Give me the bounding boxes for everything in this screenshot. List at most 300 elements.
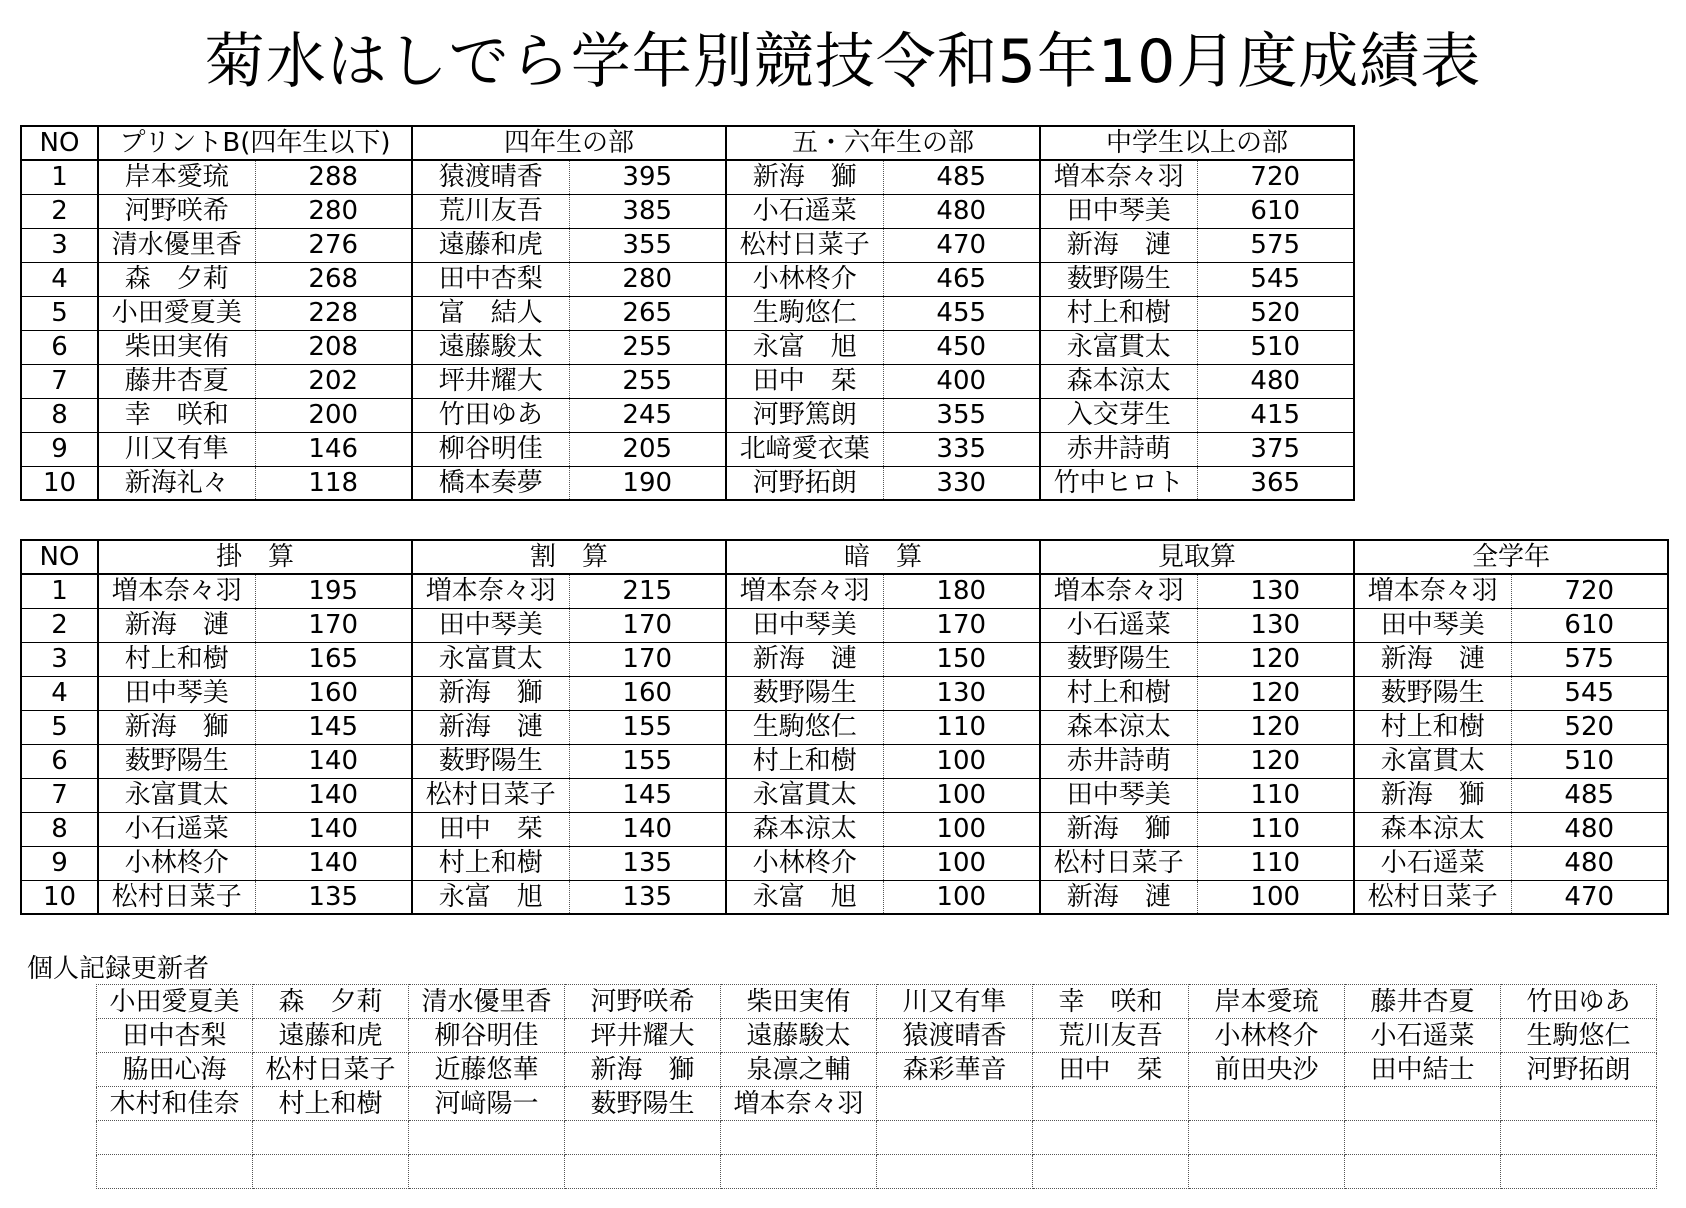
student-name: 柳谷明佳 <box>412 432 569 466</box>
score: 135 <box>255 880 412 914</box>
student-name: 新海 獅 <box>98 710 255 744</box>
score: 140 <box>255 812 412 846</box>
student-name: 田中琴美 <box>1040 194 1197 228</box>
student-name: 小石遥菜 <box>726 194 883 228</box>
student-name: 森本涼太 <box>1040 710 1197 744</box>
student-name: 増本奈々羽 <box>726 574 883 608</box>
score: 480 <box>1197 364 1354 398</box>
score: 195 <box>255 574 412 608</box>
student-name: 新海 獅 <box>1040 812 1197 846</box>
score: 610 <box>1197 194 1354 228</box>
header-row <box>21 540 1668 574</box>
record-name <box>1033 1121 1189 1155</box>
record-name: 岸本愛琉 <box>1189 985 1345 1019</box>
record-name <box>1189 1087 1345 1121</box>
record-name <box>877 1155 1033 1189</box>
rank-number: 10 <box>21 880 98 914</box>
score: 485 <box>883 160 1040 194</box>
score: 470 <box>1511 880 1668 914</box>
record-name: 脇田心海 <box>97 1053 253 1087</box>
score: 130 <box>1197 574 1354 608</box>
score: 545 <box>1511 676 1668 710</box>
student-name: 森本涼太 <box>1354 812 1511 846</box>
record-name: 増本奈々羽 <box>721 1087 877 1121</box>
student-name: 増本奈々羽 <box>1354 574 1511 608</box>
record-name <box>253 1155 409 1189</box>
record-name: 河﨑陽一 <box>409 1087 565 1121</box>
student-name: 薮野陽生 <box>726 676 883 710</box>
header-row <box>21 126 1354 160</box>
score: 485 <box>1511 778 1668 812</box>
student-name: 永富貫太 <box>1354 744 1511 778</box>
records-row <box>97 1053 1657 1087</box>
score: 465 <box>883 262 1040 296</box>
student-name: 薮野陽生 <box>1040 642 1197 676</box>
table-row <box>21 228 1354 262</box>
student-name: 竹田ゆあ <box>412 398 569 432</box>
record-name: 河野咲希 <box>565 985 721 1019</box>
score: 100 <box>883 812 1040 846</box>
student-name: 新海 漣 <box>1354 642 1511 676</box>
student-name: 小石遥菜 <box>1354 846 1511 880</box>
student-name: 村上和樹 <box>412 846 569 880</box>
student-name: 増本奈々羽 <box>1040 574 1197 608</box>
record-name <box>721 1121 877 1155</box>
record-name: 田中杏梨 <box>97 1019 253 1053</box>
score: 520 <box>1511 710 1668 744</box>
table-row <box>21 846 1668 880</box>
score: 265 <box>569 296 726 330</box>
score: 510 <box>1197 330 1354 364</box>
score: 155 <box>569 710 726 744</box>
score: 100 <box>883 744 1040 778</box>
student-name: 小林柊介 <box>98 846 255 880</box>
score: 200 <box>255 398 412 432</box>
record-name <box>409 1121 565 1155</box>
score: 470 <box>883 228 1040 262</box>
student-name: 松村日菜子 <box>98 880 255 914</box>
score: 100 <box>883 846 1040 880</box>
score: 170 <box>255 608 412 642</box>
record-name: 森 夕莉 <box>253 985 409 1019</box>
student-name: 新海礼々 <box>98 466 255 500</box>
student-name: 河野篤朗 <box>726 398 883 432</box>
record-name <box>1189 1155 1345 1189</box>
rank-number: 5 <box>21 296 98 330</box>
rank-number: 4 <box>21 262 98 296</box>
student-name: 竹中ヒロト <box>1040 466 1197 500</box>
rank-number: 6 <box>21 330 98 364</box>
score: 140 <box>255 778 412 812</box>
record-name <box>1033 1155 1189 1189</box>
records-row <box>97 1019 1657 1053</box>
student-name: 新海 漣 <box>98 608 255 642</box>
score: 145 <box>569 778 726 812</box>
rank-number: 8 <box>21 812 98 846</box>
student-name: 新海 獅 <box>412 676 569 710</box>
student-name: 赤井詩萌 <box>1040 744 1197 778</box>
student-name: 猿渡晴香 <box>412 160 569 194</box>
score: 545 <box>1197 262 1354 296</box>
student-name: 清水優里香 <box>98 228 255 262</box>
top-ranking-table <box>20 125 1355 501</box>
score: 365 <box>1197 466 1354 500</box>
table-row <box>21 330 1354 364</box>
student-name: 田中琴美 <box>412 608 569 642</box>
student-name: 新海 漣 <box>1040 880 1197 914</box>
record-name: 荒川友吾 <box>1033 1019 1189 1053</box>
score: 110 <box>1197 778 1354 812</box>
score: 140 <box>255 744 412 778</box>
score: 100 <box>1197 880 1354 914</box>
category-header: 全学年 <box>1354 540 1668 574</box>
student-name: 赤井詩萌 <box>1040 432 1197 466</box>
table-row <box>21 642 1668 676</box>
rank-number: 3 <box>21 642 98 676</box>
record-name: 猿渡晴香 <box>877 1019 1033 1053</box>
record-name: 遠藤和虎 <box>253 1019 409 1053</box>
student-name: 松村日菜子 <box>1040 846 1197 880</box>
rank-number: 10 <box>21 466 98 500</box>
score: 720 <box>1197 160 1354 194</box>
score: 395 <box>569 160 726 194</box>
student-name: 荒川友吾 <box>412 194 569 228</box>
category-header: 割 算 <box>412 540 726 574</box>
record-name <box>565 1121 721 1155</box>
score: 120 <box>1197 642 1354 676</box>
category-header: プリントB(四年生以下) <box>98 126 412 160</box>
table-row <box>21 262 1354 296</box>
student-name: 永富 旭 <box>412 880 569 914</box>
record-name <box>1501 1121 1657 1155</box>
student-name: 増本奈々羽 <box>412 574 569 608</box>
table-row <box>21 676 1668 710</box>
record-name: 新海 獅 <box>565 1053 721 1087</box>
score: 575 <box>1511 642 1668 676</box>
records-row <box>97 1155 1657 1189</box>
student-name: 生駒悠仁 <box>726 710 883 744</box>
score: 268 <box>255 262 412 296</box>
record-name <box>877 1087 1033 1121</box>
record-name: 薮野陽生 <box>565 1087 721 1121</box>
table-row <box>21 574 1668 608</box>
student-name: 村上和樹 <box>98 642 255 676</box>
student-name: 新海 漣 <box>412 710 569 744</box>
rank-number: 4 <box>21 676 98 710</box>
score: 228 <box>255 296 412 330</box>
records-row <box>97 1121 1657 1155</box>
student-name: 田中杏梨 <box>412 262 569 296</box>
student-name: 田中琴美 <box>726 608 883 642</box>
record-name: 川又有隼 <box>877 985 1033 1019</box>
student-name: 小石遥菜 <box>98 812 255 846</box>
score: 110 <box>1197 812 1354 846</box>
record-name: 小林柊介 <box>1189 1019 1345 1053</box>
student-name: 遠藤駿太 <box>412 330 569 364</box>
student-name: 薮野陽生 <box>1354 676 1511 710</box>
record-name: 田中 栞 <box>1033 1053 1189 1087</box>
score: 510 <box>1511 744 1668 778</box>
student-name: 永富貫太 <box>726 778 883 812</box>
score: 276 <box>255 228 412 262</box>
student-name: 田中 栞 <box>412 812 569 846</box>
table-row <box>21 608 1668 642</box>
record-name <box>97 1121 253 1155</box>
student-name: 新海 漣 <box>1040 228 1197 262</box>
score: 100 <box>883 880 1040 914</box>
student-name: 森本涼太 <box>1040 364 1197 398</box>
record-name: 小石遥菜 <box>1345 1019 1501 1053</box>
score: 335 <box>883 432 1040 466</box>
student-name: 新海 獅 <box>1354 778 1511 812</box>
rank-number: 2 <box>21 608 98 642</box>
record-name <box>877 1121 1033 1155</box>
score: 280 <box>569 262 726 296</box>
score: 480 <box>1511 812 1668 846</box>
student-name: 河野咲希 <box>98 194 255 228</box>
bottom-ranking-table <box>20 539 1669 915</box>
rank-number: 2 <box>21 194 98 228</box>
category-header: 暗 算 <box>726 540 1040 574</box>
category-header: 中学生以上の部 <box>1040 126 1354 160</box>
score: 165 <box>255 642 412 676</box>
score: 120 <box>1197 710 1354 744</box>
score: 455 <box>883 296 1040 330</box>
score: 120 <box>1197 676 1354 710</box>
score: 355 <box>569 228 726 262</box>
record-name: 近藤悠華 <box>409 1053 565 1087</box>
table-row <box>21 778 1668 812</box>
records-label: 個人記録更新者 <box>27 954 210 984</box>
score: 150 <box>883 642 1040 676</box>
student-name: 田中琴美 <box>98 676 255 710</box>
score: 400 <box>883 364 1040 398</box>
student-name: 田中 栞 <box>726 364 883 398</box>
student-name: 遠藤和虎 <box>412 228 569 262</box>
score: 170 <box>569 642 726 676</box>
rank-number: 8 <box>21 398 98 432</box>
student-name: 小林柊介 <box>726 262 883 296</box>
record-name <box>1189 1121 1345 1155</box>
record-name: 柴田実侑 <box>721 985 877 1019</box>
table-row <box>21 744 1668 778</box>
record-name <box>97 1155 253 1189</box>
record-name <box>1345 1155 1501 1189</box>
student-name: 生駒悠仁 <box>726 296 883 330</box>
score: 385 <box>569 194 726 228</box>
score: 118 <box>255 466 412 500</box>
score: 480 <box>883 194 1040 228</box>
record-name: 前田央沙 <box>1189 1053 1345 1087</box>
record-name <box>409 1155 565 1189</box>
record-name: 生駒悠仁 <box>1501 1019 1657 1053</box>
rank-number: 3 <box>21 228 98 262</box>
record-name <box>1033 1087 1189 1121</box>
student-name: 薮野陽生 <box>412 744 569 778</box>
record-name <box>565 1155 721 1189</box>
rank-number: 7 <box>21 364 98 398</box>
score: 575 <box>1197 228 1354 262</box>
score: 330 <box>883 466 1040 500</box>
student-name: 小石遥菜 <box>1040 608 1197 642</box>
score: 135 <box>569 880 726 914</box>
rank-number: 9 <box>21 846 98 880</box>
score: 180 <box>883 574 1040 608</box>
student-name: 河野拓朗 <box>726 466 883 500</box>
record-name: 木村和佳奈 <box>97 1087 253 1121</box>
score: 720 <box>1511 574 1668 608</box>
record-name: 遠藤駿太 <box>721 1019 877 1053</box>
record-name: 清水優里香 <box>409 985 565 1019</box>
record-name: 松村日菜子 <box>253 1053 409 1087</box>
rank-number: 7 <box>21 778 98 812</box>
student-name: 新海 漣 <box>726 642 883 676</box>
student-name: 小林柊介 <box>726 846 883 880</box>
score: 155 <box>569 744 726 778</box>
category-header: 四年生の部 <box>412 126 726 160</box>
student-name: 坪井耀大 <box>412 364 569 398</box>
student-name: 田中琴美 <box>1040 778 1197 812</box>
page-title: 菊水はしでら学年別競技令和5年10月度成績表 <box>204 27 1482 97</box>
table-row <box>21 364 1354 398</box>
table-row <box>21 710 1668 744</box>
student-name: 永富 旭 <box>726 880 883 914</box>
score: 610 <box>1511 608 1668 642</box>
record-updaters-table <box>96 984 1657 1189</box>
no-header: NO <box>21 540 98 574</box>
student-name: 増本奈々羽 <box>98 574 255 608</box>
score: 170 <box>569 608 726 642</box>
record-name: 村上和樹 <box>253 1087 409 1121</box>
score: 110 <box>1197 846 1354 880</box>
student-name: 村上和樹 <box>1354 710 1511 744</box>
score: 160 <box>255 676 412 710</box>
score: 135 <box>569 846 726 880</box>
score: 145 <box>255 710 412 744</box>
score: 215 <box>569 574 726 608</box>
student-name: 小田愛夏美 <box>98 296 255 330</box>
record-name <box>1501 1087 1657 1121</box>
table-row <box>21 812 1668 846</box>
student-name: 富 結人 <box>412 296 569 330</box>
student-name: 岸本愛琉 <box>98 160 255 194</box>
rank-number: 9 <box>21 432 98 466</box>
score: 480 <box>1511 846 1668 880</box>
record-name <box>1345 1087 1501 1121</box>
score: 288 <box>255 160 412 194</box>
score: 450 <box>883 330 1040 364</box>
score: 110 <box>883 710 1040 744</box>
record-name: 田中結士 <box>1345 1053 1501 1087</box>
student-name: 森 夕莉 <box>98 262 255 296</box>
student-name: 永富貫太 <box>98 778 255 812</box>
student-name: 森本涼太 <box>726 812 883 846</box>
score: 140 <box>569 812 726 846</box>
student-name: 幸 咲和 <box>98 398 255 432</box>
score: 140 <box>255 846 412 880</box>
record-name: 河野拓朗 <box>1501 1053 1657 1087</box>
student-name: 田中琴美 <box>1354 608 1511 642</box>
student-name: 入交芽生 <box>1040 398 1197 432</box>
no-header: NO <box>21 126 98 160</box>
table-row <box>21 296 1354 330</box>
record-name: 藤井杏夏 <box>1345 985 1501 1019</box>
student-name: 薮野陽生 <box>98 744 255 778</box>
record-name <box>253 1121 409 1155</box>
student-name: 藤井杏夏 <box>98 364 255 398</box>
score: 190 <box>569 466 726 500</box>
record-name <box>721 1155 877 1189</box>
score: 245 <box>569 398 726 432</box>
student-name: 松村日菜子 <box>412 778 569 812</box>
student-name: 川又有隼 <box>98 432 255 466</box>
score: 355 <box>883 398 1040 432</box>
record-name: 泉凛之輔 <box>721 1053 877 1087</box>
record-name: 森彩華音 <box>877 1053 1033 1087</box>
records-row <box>97 1087 1657 1121</box>
record-name <box>1501 1155 1657 1189</box>
record-name: 柳谷明佳 <box>409 1019 565 1053</box>
score: 255 <box>569 330 726 364</box>
score: 170 <box>883 608 1040 642</box>
student-name: 橋本奏夢 <box>412 466 569 500</box>
score: 415 <box>1197 398 1354 432</box>
score: 280 <box>255 194 412 228</box>
record-name: 小田愛夏美 <box>97 985 253 1019</box>
rank-number: 6 <box>21 744 98 778</box>
student-name: 松村日菜子 <box>726 228 883 262</box>
rank-number: 1 <box>21 574 98 608</box>
score: 205 <box>569 432 726 466</box>
score: 120 <box>1197 744 1354 778</box>
score: 160 <box>569 676 726 710</box>
rank-number: 1 <box>21 160 98 194</box>
score: 255 <box>569 364 726 398</box>
student-name: 松村日菜子 <box>1354 880 1511 914</box>
record-name <box>1345 1121 1501 1155</box>
records-row <box>97 985 1657 1019</box>
score: 375 <box>1197 432 1354 466</box>
category-header: 見取算 <box>1040 540 1354 574</box>
record-name: 竹田ゆあ <box>1501 985 1657 1019</box>
record-name: 坪井耀大 <box>565 1019 721 1053</box>
score: 202 <box>255 364 412 398</box>
rank-number: 5 <box>21 710 98 744</box>
student-name: 薮野陽生 <box>1040 262 1197 296</box>
table-row <box>21 160 1354 194</box>
student-name: 村上和樹 <box>726 744 883 778</box>
score: 146 <box>255 432 412 466</box>
table-row <box>21 466 1354 500</box>
score: 130 <box>883 676 1040 710</box>
score: 100 <box>883 778 1040 812</box>
student-name: 村上和樹 <box>1040 296 1197 330</box>
category-header: 五・六年生の部 <box>726 126 1040 160</box>
student-name: 永富貫太 <box>412 642 569 676</box>
table-row <box>21 398 1354 432</box>
student-name: 村上和樹 <box>1040 676 1197 710</box>
score: 520 <box>1197 296 1354 330</box>
score: 130 <box>1197 608 1354 642</box>
score: 208 <box>255 330 412 364</box>
table-row <box>21 432 1354 466</box>
student-name: 永富貫太 <box>1040 330 1197 364</box>
category-header: 掛 算 <box>98 540 412 574</box>
student-name: 柴田実侑 <box>98 330 255 364</box>
table-row <box>21 880 1668 914</box>
record-name: 幸 咲和 <box>1033 985 1189 1019</box>
student-name: 北﨑愛衣葉 <box>726 432 883 466</box>
